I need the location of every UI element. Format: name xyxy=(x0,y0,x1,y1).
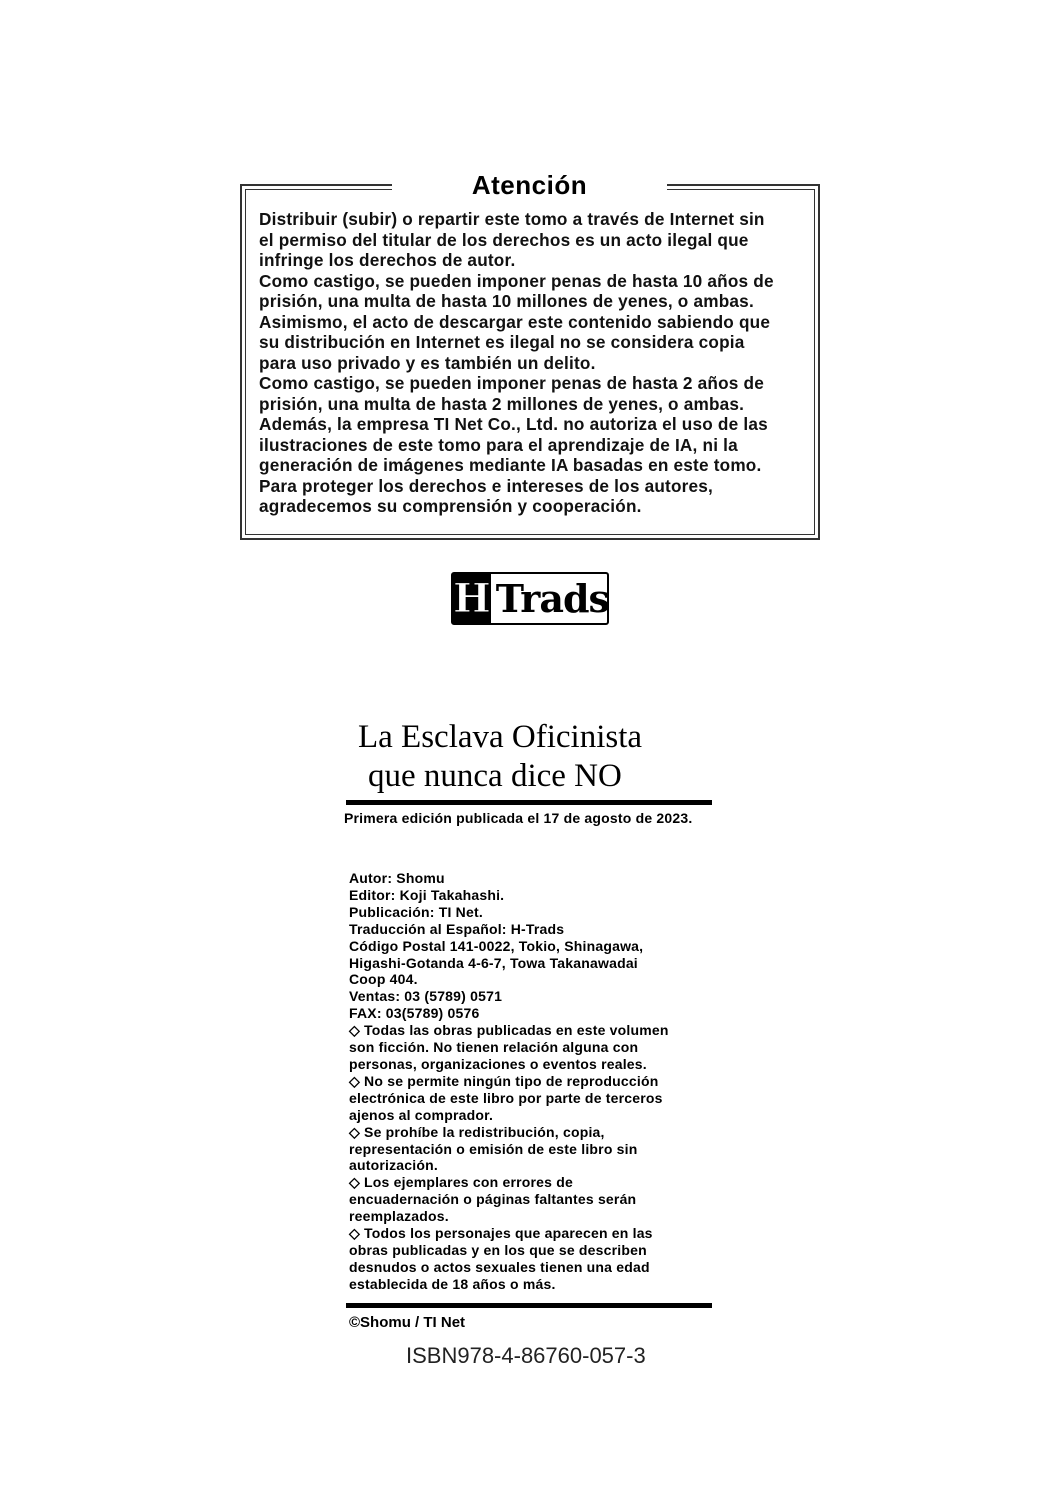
colophon-line: Código Postal 141-0022, Tokio, Shinagawa, xyxy=(349,937,644,954)
colophon-line: Ventas: 03 (5789) 0571 xyxy=(349,988,503,1005)
colophon-line: Publicación: TI Net. xyxy=(349,903,483,920)
colophon-line: representación o emisión de este libro sin xyxy=(349,1140,638,1157)
book-title-line-1: La Esclava Oficinista xyxy=(358,719,643,755)
colophon-line: encuadernación o páginas faltantes serán xyxy=(349,1191,637,1208)
colophon-line: son ficción. No tienen relación alguna con xyxy=(349,1039,639,1056)
notice-line: para uso privado y es también un delito. xyxy=(259,352,596,373)
logo-text: Trads xyxy=(495,576,609,621)
notice-line: Para proteger los derechos e intereses de los autores, xyxy=(259,475,714,496)
notice-line: Como castigo, se pueden imponer penas de hasta 2 años de xyxy=(259,373,764,393)
colophon-line: Coop 404. xyxy=(349,971,418,988)
colophon-line: electrónica de este libro por parte de terceros xyxy=(349,1089,663,1106)
colophon-text xyxy=(349,870,669,1293)
notice-text xyxy=(259,209,774,517)
colophon-line: establecida de 18 años o más. xyxy=(349,1275,556,1292)
notice-line: generación de imágenes mediante IA basadas en este tomo. xyxy=(259,455,762,475)
colophon-line: ◇ Se prohíbe la redistribución, copia, xyxy=(349,1123,605,1140)
colophon-line: autorización. xyxy=(349,1157,438,1174)
notice-line: Como castigo, se pueden imponer penas de hasta 10 años de xyxy=(259,270,774,291)
divider-top xyxy=(346,800,712,805)
colophon-line: ◇ Los ejemplares con errores de xyxy=(349,1174,573,1191)
notice-line: Distribuir (subir) o repartir este tomo a través de Internet sin xyxy=(259,209,765,229)
notice-line: su distribución en Internet es ilegal no se considera copia xyxy=(259,332,745,352)
edition-date: Primera edición publicada el 17 de agosto de 2023. xyxy=(344,810,693,826)
colophon-line: ◇ No se permite ningún tipo de reproducción xyxy=(349,1072,659,1089)
isbn: ISBN978-4-86760-057-3 xyxy=(406,1343,646,1368)
notice-line: Asimismo, el acto de descargar este contenido sabiendo que xyxy=(259,311,771,332)
colophon-line: personas, organizaciones o eventos reales. xyxy=(349,1055,647,1072)
colophon-line: obras publicadas y en los que se describen xyxy=(349,1241,647,1258)
notice-line: el permiso del titular de los derechos es un acto ilegal que xyxy=(259,229,749,250)
divider-bottom xyxy=(346,1303,712,1308)
notice-line: prisión, una multa de hasta 10 millones de yenes, o ambas. xyxy=(259,291,754,311)
colophon-line: Editor: Koji Takahashi. xyxy=(349,886,505,903)
book-title-line-2: que nunca dice NO xyxy=(368,758,622,794)
colophon-line: ◇ Todos los personajes que aparecen en las xyxy=(349,1225,653,1242)
copyright: ©Shomu / TI Net xyxy=(349,1314,466,1331)
colophon-line: desnudos o actos sexuales tienen una edad xyxy=(349,1258,650,1275)
notice-line: ilustraciones de este tomo para el aprendizaje de IA, ni la xyxy=(259,434,738,455)
colophon-line: ◇ Todas las obras publicadas en este volumen xyxy=(349,1022,669,1039)
colophon-line: Autor: Shomu xyxy=(349,870,445,886)
colophon-line: ajenos al comprador. xyxy=(349,1106,494,1123)
htrads-logo xyxy=(451,572,609,625)
logo-mark: H xyxy=(453,575,491,622)
notice-line: infringe los derechos de autor. xyxy=(259,250,516,270)
colophon-line: reemplazados. xyxy=(349,1208,449,1225)
notice-line: agradecemos su comprensión y cooperación. xyxy=(259,496,642,516)
book-title xyxy=(358,718,642,796)
colophon-line: Traducción al Español: H-Trads xyxy=(349,920,565,937)
colophon-line: FAX: 03(5789) 0576 xyxy=(349,1005,480,1022)
notice-line: Además, la empresa TI Net Co., Ltd. no autoriza el uso de las xyxy=(259,414,768,434)
colophon-line: Higashi-Gotanda 4-6-7, Towa Takanawadai xyxy=(349,954,638,971)
notice-title: Atención xyxy=(471,170,588,200)
notice-line: prisión, una multa de hasta 2 millones de yenes, o ambas. xyxy=(259,393,745,414)
